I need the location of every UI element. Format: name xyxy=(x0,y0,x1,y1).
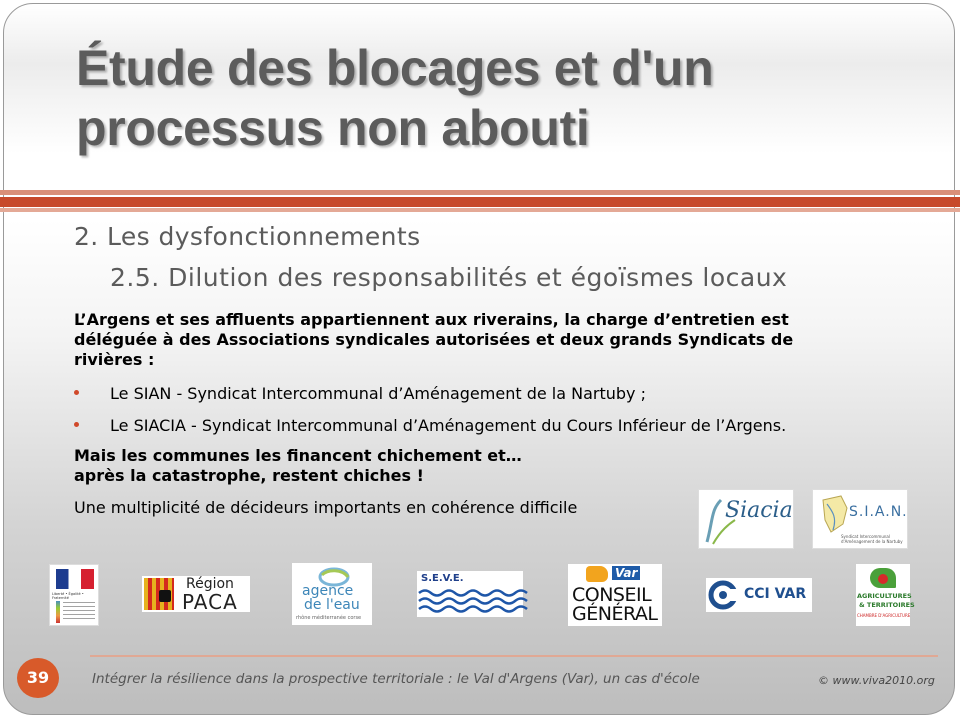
paca-label: PACA xyxy=(182,590,238,614)
agence-eau-logo xyxy=(292,563,372,625)
seve-logo xyxy=(417,571,523,617)
cci-emblem-icon xyxy=(708,580,738,610)
seve-waves-icon xyxy=(417,571,523,617)
seve-wordmark: S.E.V.E. xyxy=(421,573,464,584)
title-divider-main xyxy=(0,197,960,207)
bullet-text: Le SIACIA - Syndicat Intercommunal d’Aménagement du Cours Inférieur de l’Argens. xyxy=(110,416,787,435)
subsection-heading: 2.5. Dilution des responsabilités et égoïsmes locaux xyxy=(110,263,788,292)
agri-label: AGRICULTURES xyxy=(857,592,912,600)
emphasis-line-1: Mais les communes les financent chichement et… xyxy=(74,446,522,465)
conseil-label: CONSEIL xyxy=(572,584,652,606)
sian-wordmark: S.I.A.N. xyxy=(849,504,908,520)
agence-label: agence xyxy=(302,583,354,599)
multiplicity-text: Une multiplicité de décideurs importants en cohérence difficile xyxy=(74,498,578,517)
chambre-agriculture-logo xyxy=(856,564,915,626)
emphasis-paragraph xyxy=(74,446,774,486)
footer-copyright: © www.viva2010.org xyxy=(818,674,935,687)
bullet-dot-icon xyxy=(74,390,79,395)
section-heading: 2. Les dysfonctionnements xyxy=(74,222,421,251)
region-paca-logo xyxy=(142,576,250,612)
sian-caption: Syndicat Intercommunal d'Aménagement de la Nartuby xyxy=(841,534,903,544)
page-number-badge: 39 xyxy=(17,658,59,698)
intro-line-1: L’Argens et ses affluents appartiennent aux riverains, la charge d’entretien est xyxy=(74,310,789,329)
siacia-logo xyxy=(698,489,794,549)
agri-label-2: & TERRITOIRES xyxy=(859,601,915,609)
bullet-dot-icon xyxy=(74,422,79,427)
agri-caption: CHAMBRE D'AGRICULTURE xyxy=(857,613,911,618)
slide-title xyxy=(76,38,896,158)
agri-leaf-accent xyxy=(878,574,888,584)
emphasis-line-2: après la catastrophe, restent chiches ! xyxy=(74,466,424,485)
prefecture-colored-bars xyxy=(56,601,60,623)
prefecture-logo xyxy=(49,564,99,626)
prefecture-caption: Liberté • Égalité • Fraternité xyxy=(52,592,84,600)
var-badge: Var xyxy=(612,566,640,580)
agence-caption: rhône méditerranée corse xyxy=(296,615,362,621)
prefecture-text-lines xyxy=(63,602,95,622)
footer-divider xyxy=(90,655,938,657)
title-line-1: Étude des blocages et d'un xyxy=(76,40,714,96)
agence-label-2: de l'eau xyxy=(304,597,360,613)
title-line-2: processus non abouti xyxy=(76,100,590,156)
conseil-general-logo xyxy=(568,564,662,626)
french-flag-icon xyxy=(56,569,94,589)
title-divider-top xyxy=(0,190,960,195)
cci-var-logo xyxy=(706,578,812,612)
sian-logo xyxy=(812,489,908,549)
cci-wordmark: CCI VAR xyxy=(744,586,807,602)
intro-line-2: déléguée à des Associations syndicales autorisées et deux grands Syndicats de xyxy=(74,330,794,349)
var-map-icon xyxy=(586,566,608,582)
general-label: GÉNÉRAL xyxy=(572,603,658,625)
footer-text: Intégrer la résilience dans la prospective territoriale : le Val d'Argens (Var), un cas d'école xyxy=(92,671,700,687)
title-divider-bottom xyxy=(0,208,960,212)
siacia-wordmark: Siacia xyxy=(725,498,793,523)
intro-line-3: rivières : xyxy=(74,350,155,369)
intro-paragraph xyxy=(74,310,924,370)
bullet-text: Le SIAN - Syndicat Intercommunal d’Aménagement de la Nartuby ; xyxy=(110,384,646,403)
paca-emblem-mark xyxy=(159,590,171,602)
region-label: Région xyxy=(186,576,234,592)
